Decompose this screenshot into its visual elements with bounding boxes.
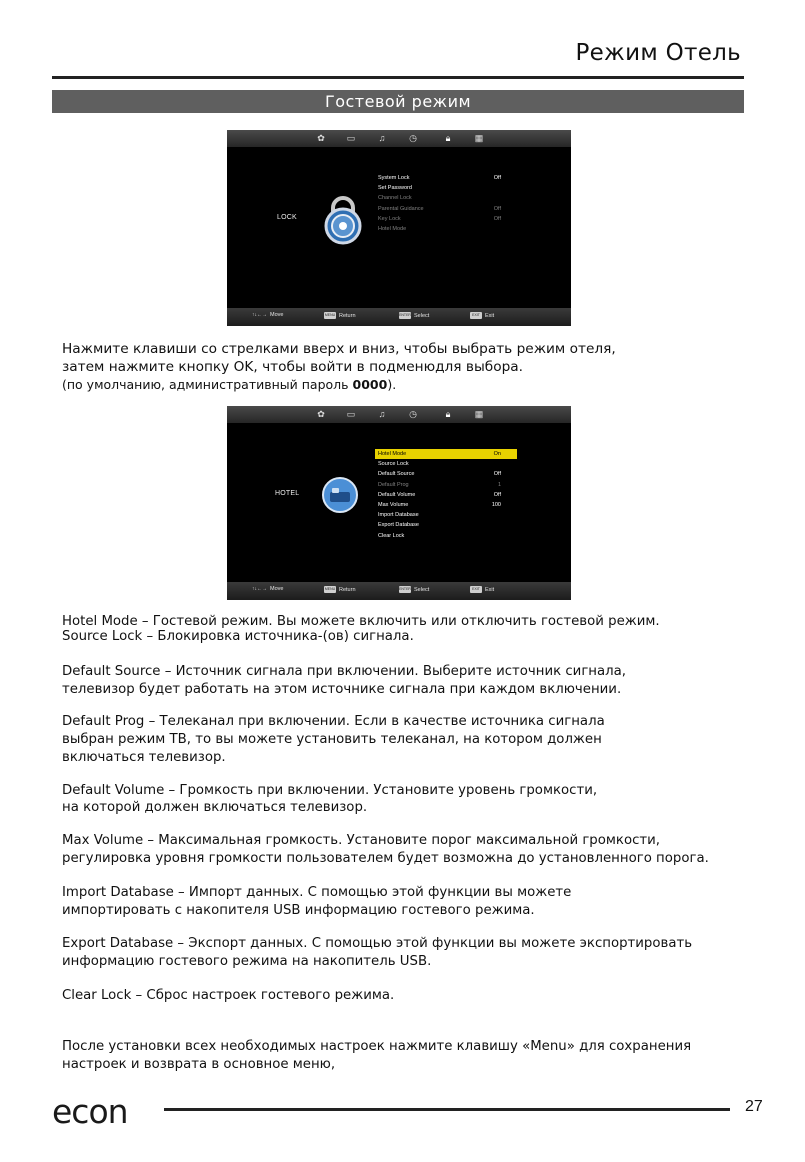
desc-default-prog-2: выбран режим ТВ, то вы можете установить телеканал, на котором должен — [62, 732, 602, 747]
lock-icon: 🔒︎ — [445, 133, 451, 143]
instruction-line-3: (по умолчанию, административный пароль 0000). — [62, 377, 397, 392]
tv-hint-bar — [227, 308, 571, 326]
page-number: 27 — [745, 1098, 763, 1115]
footer-divider — [164, 1108, 730, 1111]
final-note-2: настроек и возврата в основное меню, — [62, 1057, 336, 1072]
tv-menu-label: HOTEL — [275, 490, 300, 497]
tv-hint-bar — [227, 582, 571, 600]
desc-default-prog-1: Default Prog – Телеканал при включении. Если в качестве источника сигнала — [62, 714, 605, 729]
menu-item-parental-guidance[interactable]: Parental Guidance Off — [378, 205, 501, 212]
menu-item-hotel-mode[interactable]: Hotel Mode On — [375, 449, 517, 459]
sound-icon: ♫ — [378, 409, 386, 419]
hint-move: ↑↓←→ Move — [252, 586, 284, 592]
menu-item-clear-lock[interactable]: Clear Lock — [378, 532, 405, 539]
tv-screenshot-lock-menu — [227, 130, 571, 326]
menu-item-source-lock[interactable]: Source Lock — [378, 461, 409, 468]
menu-item-hotel-mode[interactable]: Hotel Mode — [378, 225, 407, 232]
menu-item-set-password[interactable]: Set Password — [378, 185, 412, 192]
tv-tab-bar — [227, 406, 571, 423]
hint-select: ENTER Select — [399, 312, 430, 319]
section-heading: Гостевой режим — [52, 90, 744, 113]
tv-menu-label: LOCK — [277, 214, 297, 221]
desc-export-2: информацию гостевого режима на накопитель USB. — [62, 954, 432, 969]
sound-icon: ♫ — [378, 133, 386, 143]
desc-import-1: Import Database – Импорт данных. С помощью этой функции вы можете — [62, 885, 572, 900]
desc-import-2: импортировать с накопителя USB информацию гостевого режима. — [62, 903, 535, 918]
grid-icon: ▦ — [474, 133, 484, 143]
econ-logo: econ — [52, 1092, 128, 1131]
clock-icon: ◷ — [409, 133, 417, 143]
page-title: Режим Отель — [575, 40, 741, 66]
desc-max-volume-2: регулировка уровня громкости пользователем будет возможна до установленного порога. — [62, 851, 709, 866]
clock-icon: ◷ — [409, 409, 417, 419]
hint-select: ENTER Select — [399, 586, 430, 593]
desc-hotel-mode: Hotel Mode – Гостевой режим. Вы можете включить или отключить гостевой режим. — [62, 614, 660, 629]
lock-icon: 🔒︎ — [445, 409, 451, 419]
tv-tab-bar — [227, 130, 571, 147]
move-icon: ↑↓←→ — [252, 312, 267, 318]
title-divider — [52, 76, 744, 79]
instruction-line-1: Нажмите клавиши со стрелками вверх и вниз, чтобы выбрать режим отеля, — [62, 341, 616, 357]
menu-item-default-volume[interactable]: Default Volume Off — [378, 491, 501, 498]
default-password: 0000 — [352, 377, 388, 392]
hint-exit: EXIT Exit — [470, 586, 494, 593]
hotel-menu-list — [375, 449, 517, 541]
desc-clear-lock: Clear Lock – Сброс настроек гостевого режима. — [62, 988, 395, 1003]
final-note-1: После установки всех необходимых настроек нажмите клавишу «Menu» для сохранения — [62, 1039, 692, 1054]
menu-item-export-database[interactable]: Export Database — [378, 522, 419, 529]
picture-icon: ✿ — [317, 133, 325, 143]
move-icon: ↑↓←→ — [252, 586, 267, 592]
desc-default-prog-3: включаться телевизор. — [62, 750, 226, 765]
menu-item-key-lock[interactable]: Key Lock Off — [378, 215, 501, 222]
grid-icon: ▦ — [474, 409, 484, 419]
menu-item-max-volume[interactable]: Max Volume 100 — [378, 501, 501, 508]
menu-item-import-database[interactable]: Import Database — [378, 512, 419, 519]
desc-default-source-1: Default Source – Источник сигнала при включении. Выберите источник сигнала, — [62, 664, 627, 679]
desc-source-lock: Source Lock – Блокировка источника-(ов) сигнала. — [62, 629, 414, 644]
hint-return: MENU Return — [324, 312, 356, 319]
desc-default-volume-1: Default Volume – Громкость при включении. Установите уровень громкости, — [62, 783, 598, 798]
lock-menu-list — [375, 173, 517, 234]
desc-default-source-2: телевизор будет работать на этом источнике сигнала при каждом включении. — [62, 682, 622, 697]
menu-item-default-prog[interactable]: Default Prog 1 — [378, 481, 501, 488]
tv-screenshot-hotel-menu — [227, 406, 571, 600]
padlock-icon — [319, 192, 367, 246]
hint-move: ↑↓←→ Move — [252, 312, 284, 318]
picture-icon: ✿ — [317, 409, 325, 419]
desc-max-volume-1: Max Volume – Максимальная громкость. Установите порог максимальной громкости, — [62, 833, 661, 848]
desc-export-1: Export Database – Экспорт данных. С помощью этой функции вы можете экспортировать — [62, 936, 693, 951]
menu-item-system-lock[interactable]: System Lock Off — [378, 175, 501, 181]
hint-exit: EXIT Exit — [470, 312, 494, 319]
screen-icon: ▭ — [346, 409, 356, 419]
menu-item-channel-lock[interactable]: Channel Lock — [378, 195, 412, 202]
menu-item-default-source[interactable]: Default Source Off — [378, 471, 501, 478]
hint-return: MENU Return — [324, 586, 356, 593]
hotel-icon — [321, 476, 359, 514]
desc-default-volume-2: на которой должен включаться телевизор. — [62, 800, 368, 815]
screen-icon: ▭ — [346, 133, 356, 143]
instruction-line-2: затем нажмите кнопку OK, чтобы войти в подменюдля выбора. — [62, 359, 524, 375]
